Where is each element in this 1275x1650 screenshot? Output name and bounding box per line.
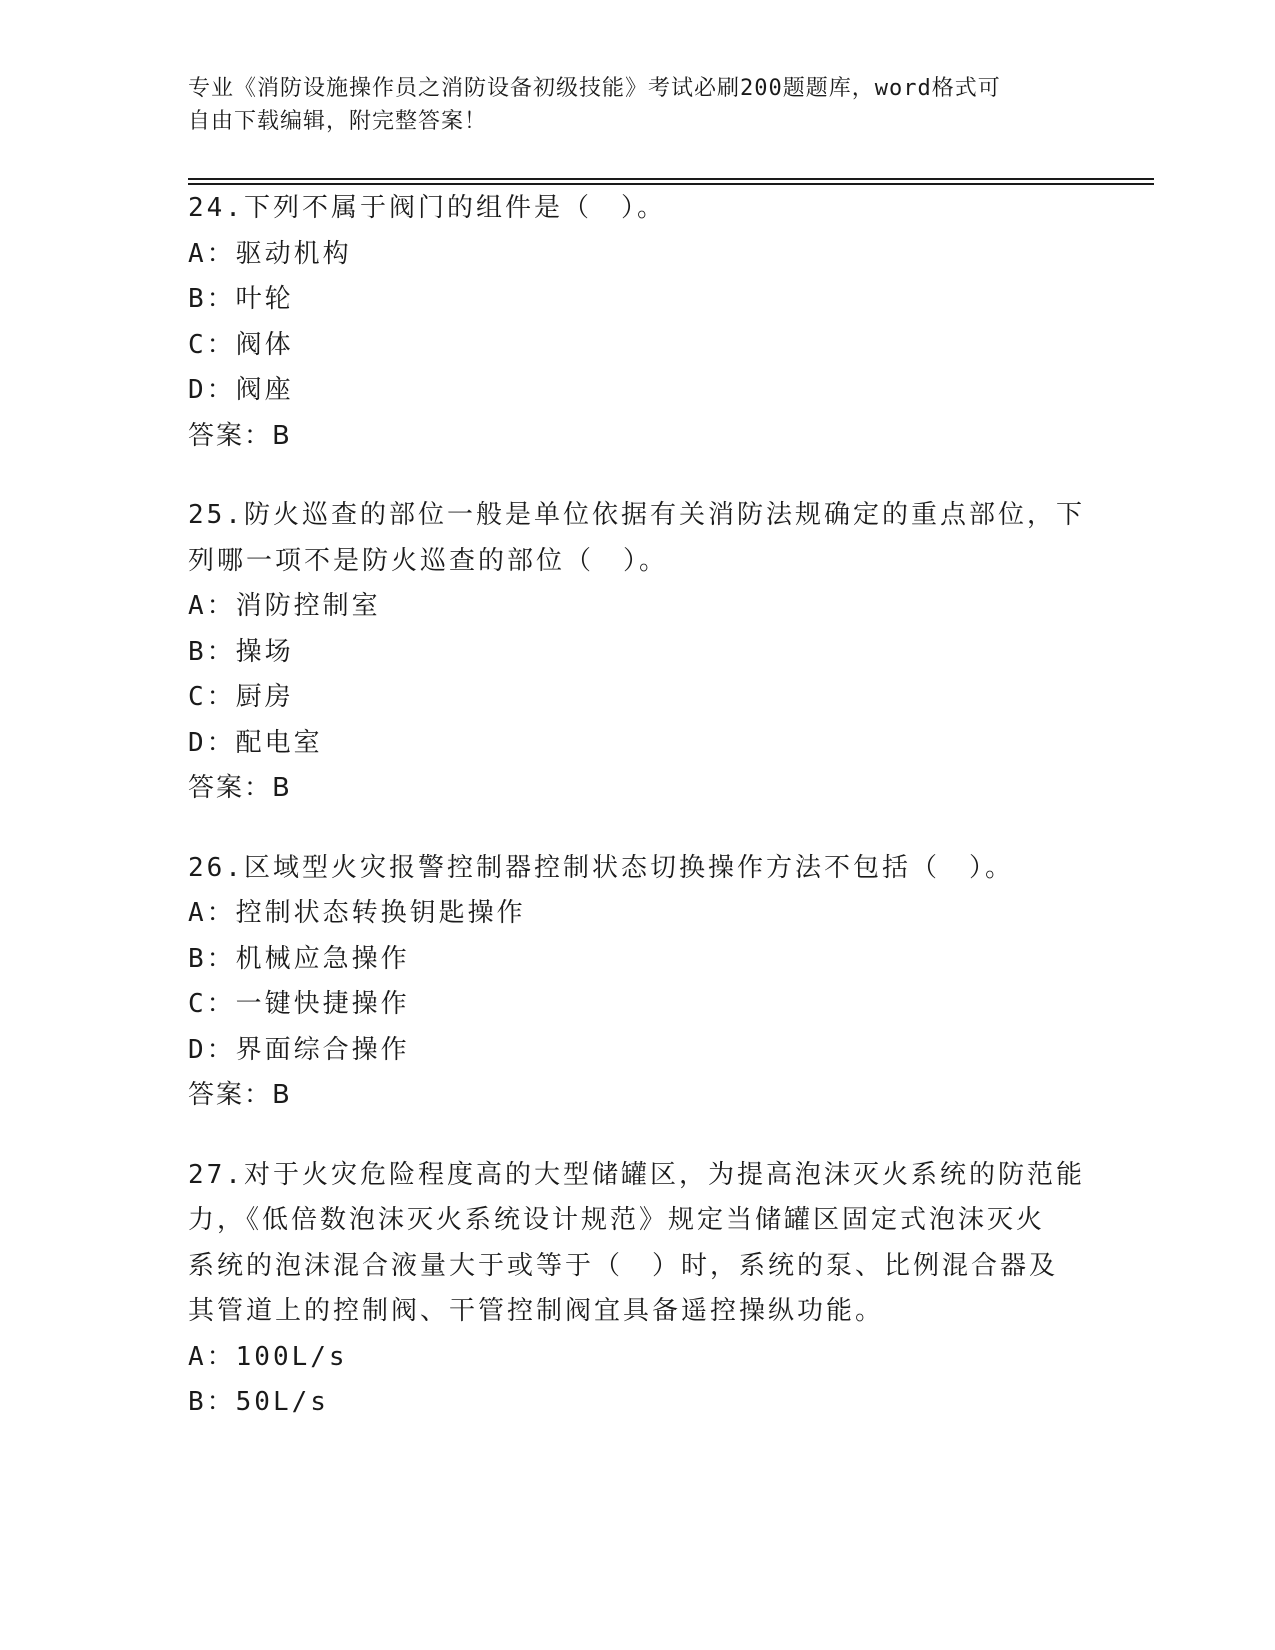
header-divider-top <box>188 178 1154 180</box>
option-a: A：控制状态转换钥匙操作 <box>188 898 526 928</box>
option-a: A：100L/s <box>188 1341 348 1372</box>
question-25 <box>188 493 1088 812</box>
question-stem: 24.下列不属于阀门的组件是（ ）。 <box>188 193 666 223</box>
answer-line: 答案：B <box>188 1080 292 1110</box>
question-26 <box>188 846 1088 1119</box>
option-d: D：配电室 <box>188 727 323 758</box>
question-stem: 其管道上的控制阀、干管控制阀宜具备遥控操纵功能。 <box>188 1296 885 1326</box>
option-d: D：阀座 <box>188 375 294 405</box>
answer-line: 答案：B <box>188 420 292 451</box>
question-24 <box>188 186 1088 459</box>
option-c: C：阀体 <box>188 329 294 360</box>
option-b: B：叶轮 <box>188 284 294 314</box>
header-divider-bottom <box>188 183 1154 185</box>
option-a: A：驱动机构 <box>188 238 352 269</box>
question-stem: 系统的泡沫混合液量大于或等于（ ）时，系统的泵、比例混合器及 <box>188 1250 1059 1281</box>
question-27 <box>188 1153 1088 1426</box>
option-b: B：50L/s <box>188 1387 329 1417</box>
question-stem: 26.区域型火灾报警控制器控制状态切换操作方法不包括（ ）。 <box>188 852 1014 883</box>
header-line-2: 自由下载编辑，附完整答案！ <box>188 109 488 134</box>
option-b: B：机械应急操作 <box>188 943 410 974</box>
question-stem: 25.防火巡查的部位一般是单位依据有关消防法规确定的重点部位，下 <box>188 500 1085 530</box>
question-stem: 力，《低倍数泡沫灭火系统设计规范》规定当储罐区固定式泡沫灭火 <box>188 1205 1046 1235</box>
header-line-1: 专业《消防设施操作员之消防设备初级技能》考试必刷200题题库，word格式可 <box>188 76 1001 101</box>
document-header <box>188 72 1068 138</box>
option-d: D：界面综合操作 <box>188 1034 410 1065</box>
question-list <box>188 186 1088 1460</box>
question-stem: 27.对于火灾危险程度高的大型储罐区，为提高泡沫灭火系统的防范能 <box>188 1159 1085 1190</box>
option-b: B：操场 <box>188 636 294 667</box>
option-c: C：一键快捷操作 <box>188 989 410 1019</box>
option-a: A：消防控制室 <box>188 591 381 621</box>
answer-line: 答案：B <box>188 773 292 803</box>
option-c: C：厨房 <box>188 682 294 712</box>
question-stem: 列哪一项不是防火巡查的部位（ ）。 <box>188 545 669 576</box>
